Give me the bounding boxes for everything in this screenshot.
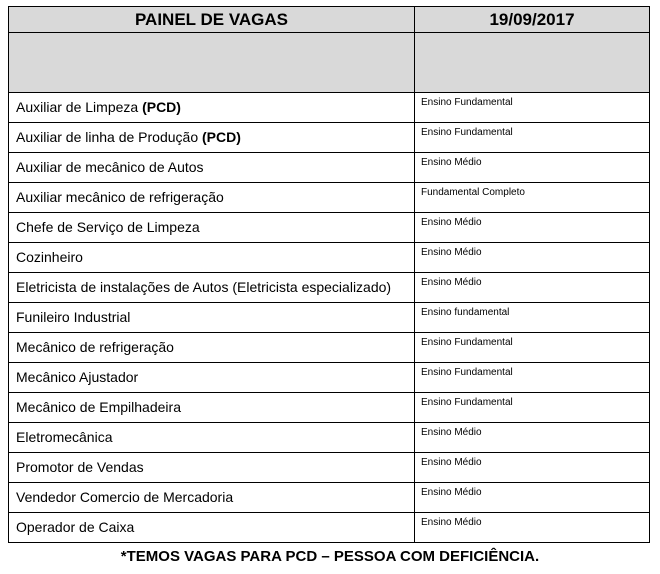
education-level: Fundamental Completo	[421, 187, 525, 198]
pcd-tag: (PCD)	[142, 99, 181, 115]
panel-title: PAINEL DE VAGAS	[9, 7, 415, 33]
education-cell	[415, 123, 650, 153]
education-cell	[415, 333, 650, 363]
table-row	[9, 393, 650, 423]
education-level: Ensino Médio	[421, 457, 482, 468]
job-title-cell	[9, 183, 415, 213]
job-title: Promotor de Vendas	[16, 459, 144, 475]
job-title-cell	[9, 453, 415, 483]
table-row	[9, 513, 650, 543]
education-level: Ensino Médio	[421, 247, 482, 258]
job-title-cell	[9, 363, 415, 393]
header-spacer-row	[9, 33, 650, 93]
footer-note: *TEMOS VAGAS PARA PCD – PESSOA COM DEFICIÊNCIA.	[120, 548, 540, 565]
education-level: Ensino Médio	[421, 517, 482, 528]
table-row	[9, 213, 650, 243]
table-row	[9, 183, 650, 213]
job-title: Auxiliar de Limpeza	[16, 99, 143, 115]
pcd-tag: (PCD)	[202, 129, 241, 145]
job-title: Mecânico de Empilhadeira	[16, 399, 181, 415]
education-level: Ensino Fundamental	[421, 397, 513, 408]
job-title-cell	[9, 93, 415, 123]
table-row	[9, 273, 650, 303]
table-row	[9, 243, 650, 273]
job-title: Auxiliar de linha de Produção	[16, 129, 203, 145]
education-level: Ensino Fundamental	[421, 337, 513, 348]
education-level: Ensino Médio	[421, 487, 482, 498]
job-title: Chefe de Serviço de Limpeza	[16, 219, 200, 235]
job-title-cell	[9, 213, 415, 243]
education-cell	[415, 93, 650, 123]
job-title-cell	[9, 393, 415, 423]
job-title: Funileiro Industrial	[16, 309, 131, 325]
job-title-cell	[9, 423, 415, 453]
job-title: Auxiliar mecânico de refrigeração	[16, 189, 224, 205]
education-cell	[415, 183, 650, 213]
job-title: Cozinheiro	[16, 249, 83, 265]
job-title-cell	[9, 123, 415, 153]
education-level: Ensino Fundamental	[421, 367, 513, 378]
job-title: Mecânico Ajustador	[16, 369, 139, 385]
education-level: Ensino Médio	[421, 277, 482, 288]
spacer-cell	[9, 33, 415, 93]
education-level: Ensino Médio	[421, 427, 482, 438]
education-cell	[415, 393, 650, 423]
job-title-cell	[9, 333, 415, 363]
job-title-cell	[9, 243, 415, 273]
education-cell	[415, 363, 650, 393]
job-title: Operador de Caixa	[16, 519, 135, 535]
job-title-cell	[9, 273, 415, 303]
education-level: Ensino Fundamental	[421, 127, 513, 138]
table-row	[9, 303, 650, 333]
education-cell	[415, 153, 650, 183]
education-level: Ensino Médio	[421, 157, 482, 168]
job-title: Mecânico de refrigeração	[16, 339, 174, 355]
table-header-row	[9, 7, 650, 33]
job-title: Eletromecânica	[16, 429, 113, 445]
education-cell	[415, 423, 650, 453]
table-row	[9, 123, 650, 153]
table-row	[9, 483, 650, 513]
education-cell	[415, 273, 650, 303]
table-row	[9, 423, 650, 453]
education-cell	[415, 213, 650, 243]
job-title-cell	[9, 153, 415, 183]
table-row	[9, 93, 650, 123]
education-level: Ensino fundamental	[421, 307, 510, 318]
job-title-cell	[9, 303, 415, 333]
education-level: Ensino Médio	[421, 217, 482, 228]
education-cell	[415, 303, 650, 333]
table-row	[9, 363, 650, 393]
table-row	[9, 453, 650, 483]
spacer-cell	[415, 33, 650, 93]
education-cell	[415, 453, 650, 483]
education-cell	[415, 243, 650, 273]
job-title: Eletricista de instalações de Autos (Eletricista especializado)	[16, 279, 392, 295]
job-title: Vendedor Comercio de Mercadoria	[16, 489, 234, 505]
vacancy-table	[8, 6, 650, 543]
education-cell	[415, 483, 650, 513]
job-title-cell	[9, 513, 415, 543]
education-cell	[415, 513, 650, 543]
table-row	[9, 333, 650, 363]
panel-date: 19/09/2017	[415, 7, 650, 33]
table-row	[9, 153, 650, 183]
job-title-cell	[9, 483, 415, 513]
job-title: Auxiliar de mecânico de Autos	[16, 159, 204, 175]
education-level: Ensino Fundamental	[421, 97, 513, 108]
